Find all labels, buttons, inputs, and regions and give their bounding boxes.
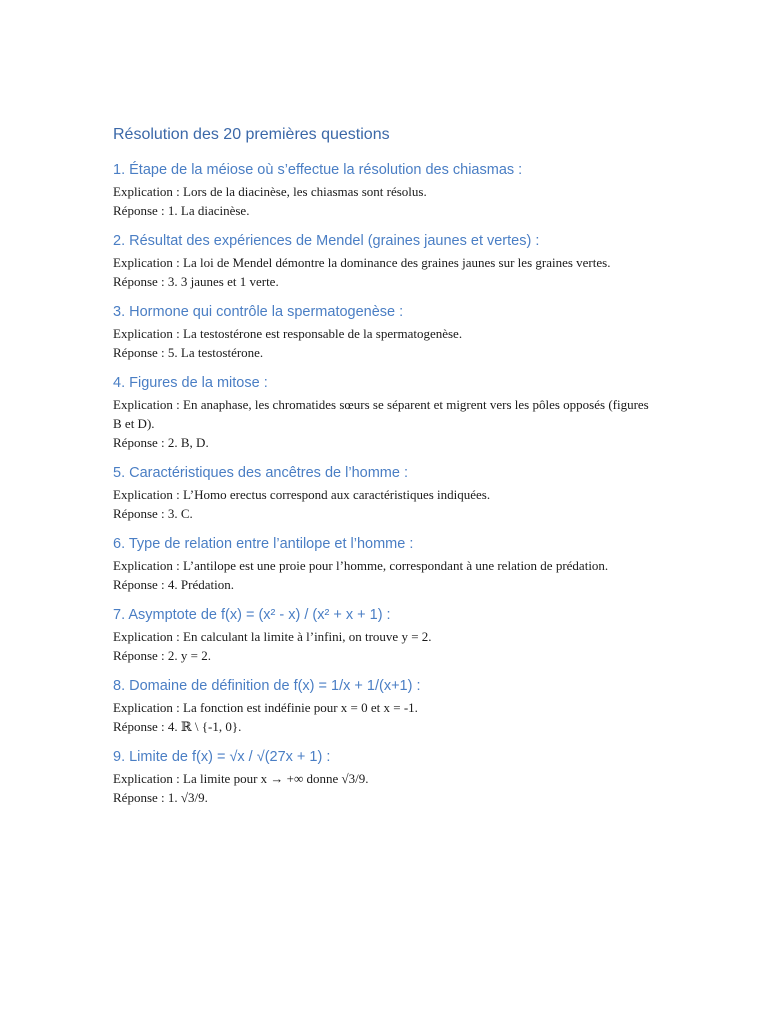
explanation-text: Explication : La fonction est indéfinie pour x = 0 et x = -1. — [113, 700, 418, 715]
question-heading: 6. Type de relation entre l’antilope et l’homme : — [113, 536, 414, 552]
question-heading: 2. Résultat des expériences de Mendel (graines jaunes et vertes) : — [113, 233, 540, 249]
answer-text: Réponse : 3. C. — [113, 506, 193, 521]
answer-text: Réponse : 4. ℝ \ {-1, 0}. — [113, 719, 242, 734]
explanation-answer-text: Explication : La loi de Mendel démontre la dominance des graines jaunes sur les graines vertes. Réponse : 3. 3 jaunes et 1 verte. — [113, 255, 611, 289]
question-heading: 8. Domaine de définition de f(x) = 1/x + 1/(x+1) : — [113, 678, 421, 694]
answer-text: Réponse : 2. B, D. — [113, 435, 209, 450]
question-heading: 7. Asymptote de f(x) = (x² - x) / (x² + x + 1) : — [113, 607, 391, 623]
explanation-text: Explication : L’Homo erectus correspond aux caractéristiques indiquées. — [113, 487, 491, 502]
explanation-text: Explication : Lors de la diacinèse, les chiasmas sont résolus. — [113, 184, 427, 199]
question-body — [113, 627, 653, 665]
question-body — [113, 182, 653, 220]
answer-text: Réponse : 5. La testostérone. — [113, 345, 264, 360]
question-body — [113, 485, 653, 523]
question-block-9 — [113, 747, 653, 807]
explanation-text: Explication : En anaphase, les chromatides sœurs se séparent et migrent vers les pôles opposés (figures B et D). — [113, 397, 649, 431]
question-body — [113, 556, 653, 594]
question-body — [113, 253, 653, 291]
answer-text: Réponse : 4. Prédation. — [113, 577, 234, 592]
question-block-1 — [113, 160, 653, 220]
question-heading: 4. Figures de la mitose : — [113, 375, 268, 391]
answer-text: Réponse : 2. y = 2. — [113, 648, 211, 663]
explanation-text: Explication : La testostérone est responsable de la spermatogenèse. — [113, 326, 463, 341]
question-block-8 — [113, 676, 653, 736]
document-page — [113, 120, 653, 818]
answer-text: Réponse : 1. √3/9. — [113, 790, 208, 805]
question-heading: 5. Caractéristiques des ancêtres de l’homme : — [113, 465, 408, 481]
question-body — [113, 395, 653, 452]
explanation-text: Explication : En calculant la limite à l’infini, on trouve y = 2. — [113, 629, 432, 644]
explanation-text: Explication : La limite pour x → +∞ donne √3/9. — [113, 771, 369, 786]
question-block-5 — [113, 463, 653, 523]
answer-text: Réponse : 1. La diacinèse. — [113, 203, 250, 218]
question-block-7 — [113, 605, 653, 665]
question-body — [113, 324, 653, 362]
document-title: Résolution des 20 premières questions — [113, 126, 390, 143]
question-block-4 — [113, 373, 653, 452]
question-heading: 3. Hormone qui contrôle la spermatogenèse : — [113, 304, 404, 320]
question-block-2 — [113, 231, 653, 291]
question-block-3 — [113, 302, 653, 362]
question-body — [113, 698, 653, 736]
question-heading: 1. Étape de la méiose où s’effectue la résolution des chiasmas : — [113, 162, 523, 178]
question-body — [113, 769, 653, 807]
question-heading: 9. Limite de f(x) = √x / √(27x + 1) : — [113, 749, 331, 765]
explanation-text: Explication : L’antilope est une proie pour l’homme, correspondant à une relation de prédation. — [113, 558, 609, 573]
question-block-6 — [113, 534, 653, 594]
